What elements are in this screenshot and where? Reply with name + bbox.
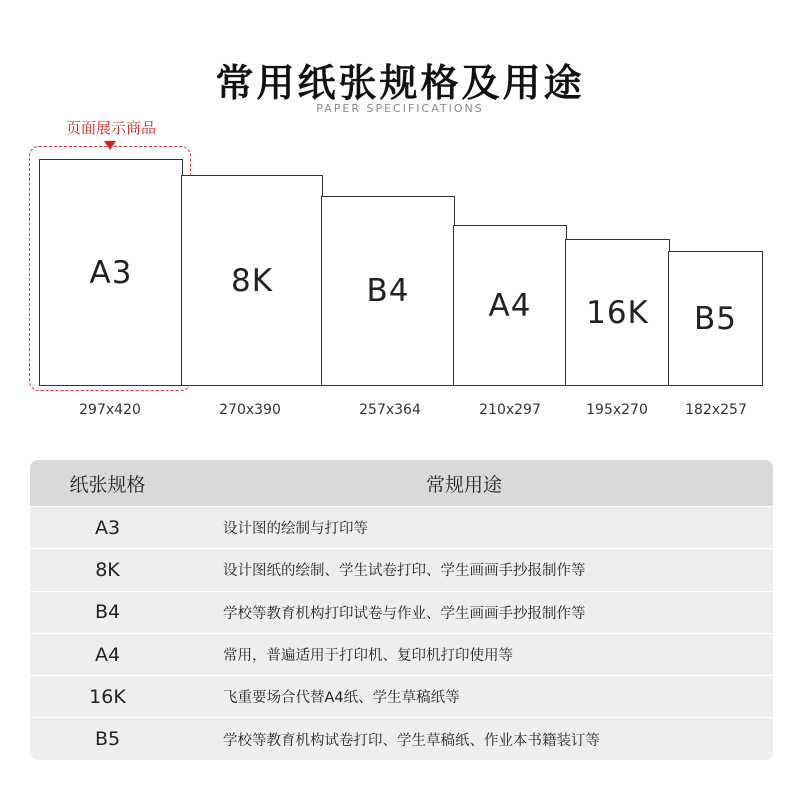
row-spec: 16K: [89, 685, 126, 708]
paper-a3: [39, 159, 183, 386]
paper-label: 8K: [230, 262, 274, 299]
paper-label: 16K: [586, 294, 649, 331]
paper-size: 182x257: [685, 402, 747, 418]
row-spec: 8K: [95, 558, 120, 581]
paper-size: 297x420: [79, 402, 141, 418]
row-spec: A3: [94, 516, 121, 539]
paper-b5: [668, 251, 763, 386]
table-row: [30, 717, 773, 759]
paper-size: 210x297: [479, 402, 541, 418]
paper-size: 270x390: [219, 402, 281, 418]
table-row: [30, 591, 773, 633]
row-use: 设计图纸的绘制、学生试卷打印、学生画画手抄报制作等: [223, 563, 586, 580]
paper-8k: [181, 175, 323, 386]
paper-size: 195x270: [586, 402, 648, 418]
row-use: 学校等教育机构打印试卷与作业、学生画画手抄报制作等: [223, 605, 586, 622]
row-use: 常用，普遍适用于打印机、复印机打印使用等: [223, 648, 513, 665]
page-title: 常用纸张规格及用途: [215, 61, 585, 105]
row-use: 设计图的绘制与打印等: [223, 521, 368, 538]
table-row: [30, 675, 773, 717]
page-subtitle: PAPER SPECIFICATIONS: [316, 102, 484, 115]
table-header: [30, 460, 773, 506]
paper-a4: [453, 225, 567, 386]
paper-label: A4: [488, 287, 532, 324]
header-spec: 纸张规格: [69, 473, 146, 496]
paper-label: A3: [89, 254, 133, 291]
paper-b4: [321, 196, 455, 386]
usage-table: [30, 460, 773, 760]
row-spec: A4: [94, 643, 121, 666]
highlight-label: 页面展示商品: [65, 119, 156, 137]
row-use: 学校等教育机构试卷打印、学生草稿纸、作业本书籍装订等: [223, 732, 600, 749]
table-row: [30, 548, 773, 590]
row-spec: B4: [94, 601, 121, 624]
row-use: 飞重要场合代替A4纸、学生草稿纸等: [223, 690, 460, 707]
table-row: [30, 506, 773, 548]
header-use: 常规用途: [425, 473, 502, 496]
paper-size: 257x364: [359, 402, 421, 418]
paper-label: B5: [694, 300, 737, 337]
row-spec: B5: [94, 728, 121, 751]
paper-label: B4: [366, 273, 410, 309]
table-row: [30, 633, 773, 675]
paper-16k: [565, 239, 670, 386]
